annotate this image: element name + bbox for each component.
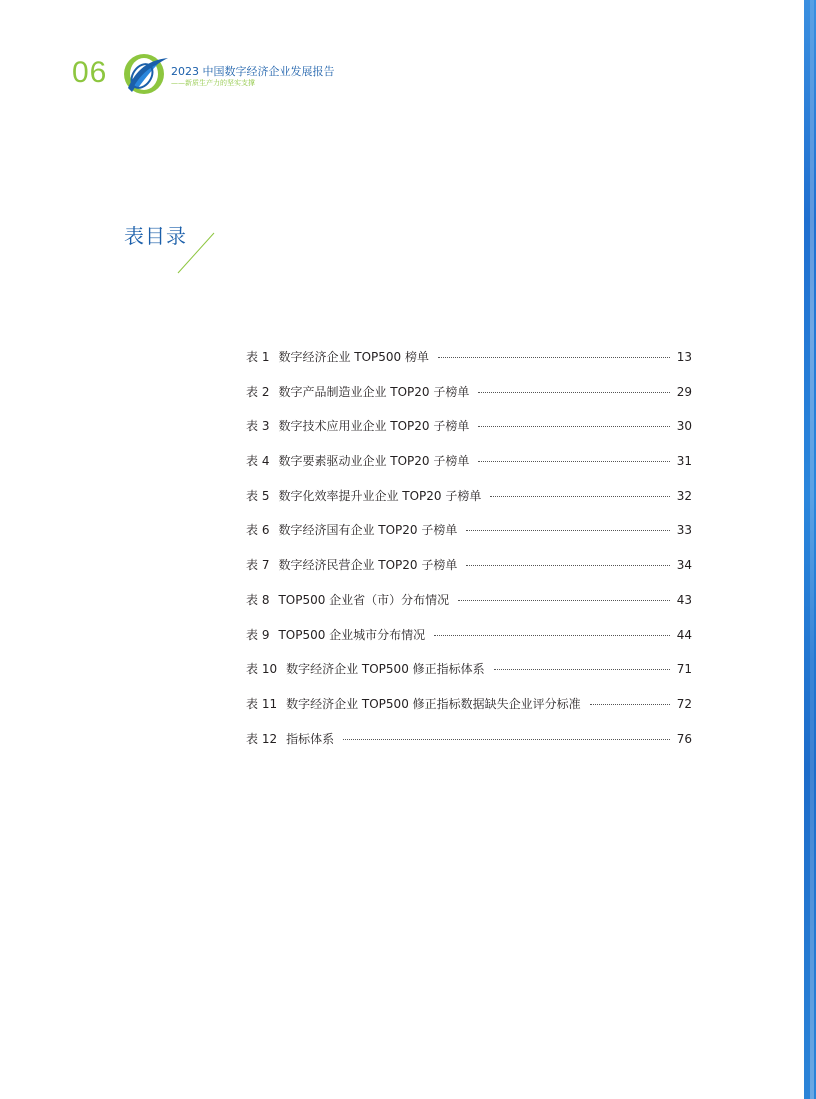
toc-item-label: 表 3 bbox=[246, 419, 270, 434]
toc-dot-leader bbox=[590, 703, 670, 705]
toc-item-title: 数字经济国有企业 TOP20 子榜单 bbox=[278, 523, 458, 538]
toc-item-title: 数字技术应用业企业 TOP20 子榜单 bbox=[278, 419, 470, 434]
toc-item-page: 30 bbox=[676, 419, 692, 434]
toc-item-label: 表 5 bbox=[246, 488, 270, 503]
toc-item-label: 表 6 bbox=[246, 523, 270, 538]
toc-item-page: 43 bbox=[676, 592, 692, 607]
toc-item-label: 表 8 bbox=[246, 592, 270, 607]
toc-dot-leader bbox=[343, 738, 670, 740]
toc-heading: 表目录 bbox=[124, 224, 187, 248]
toc-item[interactable] bbox=[246, 660, 692, 695]
toc-item[interactable] bbox=[246, 452, 692, 487]
toc-item-page: 33 bbox=[676, 523, 692, 538]
toc-item-label: 表 9 bbox=[246, 627, 270, 642]
report-logo-icon bbox=[122, 52, 170, 96]
toc-item-title: 数字经济企业 TOP500 修正指标数据缺失企业评分标准 bbox=[286, 696, 581, 711]
toc-item[interactable] bbox=[246, 487, 692, 522]
toc-item[interactable] bbox=[246, 521, 692, 556]
toc-item[interactable] bbox=[246, 730, 692, 765]
toc-item-page: 72 bbox=[676, 696, 692, 711]
toc-dot-leader bbox=[478, 460, 670, 462]
toc-dot-leader bbox=[494, 668, 670, 670]
toc-item-page: 71 bbox=[676, 662, 692, 677]
toc-item-label: 表 12 bbox=[246, 731, 278, 746]
toc-item-page: 31 bbox=[676, 454, 692, 469]
toc-dot-leader bbox=[478, 425, 670, 427]
toc-item[interactable] bbox=[246, 417, 692, 452]
toc-item-label: 表 7 bbox=[246, 558, 270, 573]
toc-dot-leader bbox=[458, 599, 670, 601]
toc-item[interactable] bbox=[246, 383, 692, 418]
toc-item-title: 数字经济民营企业 TOP20 子榜单 bbox=[278, 558, 458, 573]
toc-item-page: 29 bbox=[676, 384, 692, 399]
report-subtitle: ——新质生产力的坚实支撑 bbox=[171, 79, 255, 87]
toc-item-title: 数字化效率提升业企业 TOP20 子榜单 bbox=[278, 488, 482, 503]
toc-item-label: 表 11 bbox=[246, 696, 278, 711]
toc-item-label: 表 1 bbox=[246, 350, 270, 364]
toc-item-title: 数字经济企业 TOP500 榜单 bbox=[278, 350, 429, 364]
toc-dot-leader bbox=[466, 529, 670, 531]
toc-list bbox=[246, 348, 692, 764]
toc-item[interactable] bbox=[246, 591, 692, 626]
toc-item-title: 数字产品制造业企业 TOP20 子榜单 bbox=[278, 384, 470, 399]
heading-slash-decoration bbox=[176, 232, 216, 274]
toc-item-label: 表 10 bbox=[246, 662, 278, 677]
toc-item-title: 指标体系 bbox=[286, 731, 335, 746]
toc-item[interactable] bbox=[246, 556, 692, 591]
toc-item[interactable] bbox=[246, 695, 692, 730]
toc-item-page: 76 bbox=[676, 731, 692, 746]
toc-item[interactable] bbox=[246, 348, 692, 383]
toc-dot-leader bbox=[490, 495, 670, 497]
toc-item[interactable] bbox=[246, 626, 692, 661]
toc-item-page: 34 bbox=[676, 558, 692, 573]
toc-item-label: 表 2 bbox=[246, 384, 270, 399]
toc-item-title: TOP500 企业城市分布情况 bbox=[278, 627, 426, 642]
toc-dot-leader bbox=[478, 391, 670, 393]
page-number: 06 bbox=[72, 56, 108, 89]
toc-item-page: 32 bbox=[676, 488, 692, 503]
toc-item-page: 13 bbox=[676, 350, 692, 364]
toc-item-page: 44 bbox=[676, 627, 692, 642]
toc-dot-leader bbox=[438, 356, 670, 358]
toc-dot-leader bbox=[434, 634, 670, 636]
toc-item-title: TOP500 企业省（市）分布情况 bbox=[278, 592, 450, 607]
toc-dot-leader bbox=[466, 564, 670, 566]
toc-item-title: 数字经济企业 TOP500 修正指标体系 bbox=[286, 662, 485, 677]
toc-item-label: 表 4 bbox=[246, 454, 270, 469]
right-edge-band-highlight bbox=[810, 0, 814, 1099]
toc-item-title: 数字要素驱动业企业 TOP20 子榜单 bbox=[278, 454, 470, 469]
report-title: 2023 中国数字经济企业发展报告 bbox=[171, 65, 335, 78]
